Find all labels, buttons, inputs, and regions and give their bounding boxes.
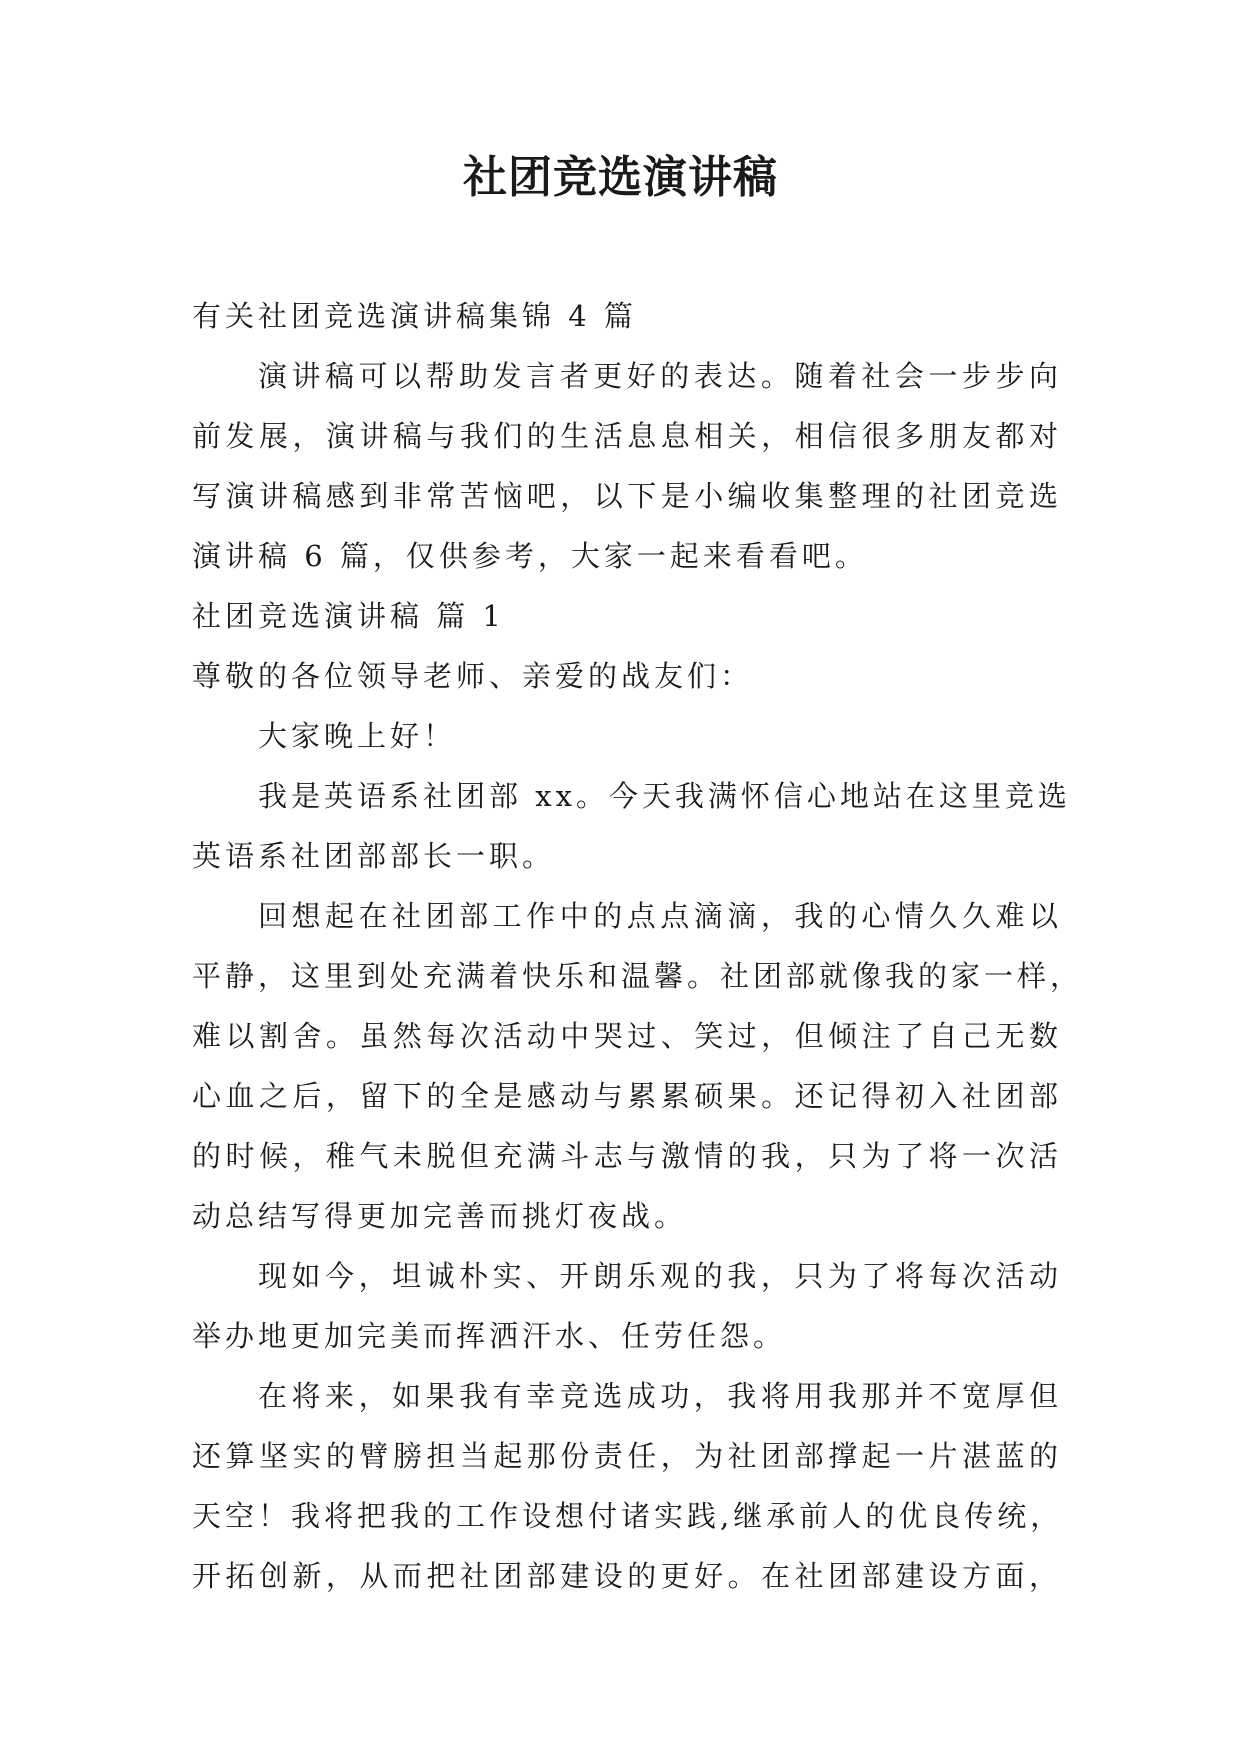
salutation-line: 尊敬的各位领导老师、亲爱的战友们： [192, 659, 754, 693]
paragraph-line: 的时候，稚气未脱但充满斗志与激情的我，只为了将一次活 [192, 1139, 1062, 1173]
paragraph-line: 平静，这里到处充满着快乐和温馨。社团部就像我的家一样， [192, 959, 1084, 993]
paragraph-line: 动总结写得更加完善而挑灯夜战。 [192, 1199, 688, 1233]
paragraph-line: 写演讲稿感到非常苦恼吧，以下是小编收集整理的社团竞选 [192, 479, 1062, 513]
section-heading: 社团竞选演讲稿 篇 1 [192, 599, 505, 633]
paragraph-line: 还算坚实的臂膀担当起那份责任，为社团部撑起一片湛蓝的 [192, 1439, 1062, 1473]
paragraph-line: 天空！我将把我的工作设想付诸实践,继承前人的优良传统， [192, 1499, 1064, 1533]
subtitle-line: 有关社团竞选演讲稿集锦 4 篇 [192, 299, 637, 333]
paragraph-line: 演讲稿可以帮助发言者更好的表达。随着社会一步步向 [258, 359, 1062, 393]
greeting-line: 大家晚上好！ [258, 719, 457, 753]
paragraph-line: 难以割舍。虽然每次活动中哭过、笑过，但倾注了自己无数 [192, 1019, 1062, 1053]
paragraph-line: 举办地更加完美而挥洒汗水、任劳任怨。 [192, 1319, 787, 1353]
paragraph-line: 演讲稿 6 篇，仅供参考，大家一起来看看吧。 [192, 539, 868, 573]
paragraph-line: 现如今，坦诚朴实、开朗乐观的我，只为了将每次活动 [258, 1259, 1062, 1293]
paragraph-line: 心血之后，留下的全是感动与累累硕果。还记得初入社团部 [192, 1079, 1062, 1113]
paragraph-line: 我是英语系社团部 xx。今天我满怀信心地站在这里竞选 [258, 779, 1071, 813]
paragraph-line: 在将来，如果我有幸竞选成功，我将用我那并不宽厚但 [258, 1379, 1062, 1413]
paragraph-line: 开拓创新，从而把社团部建设的更好。在社团部建设方面， [192, 1559, 1062, 1593]
paragraph-line: 回想起在社团部工作中的点点滴滴，我的心情久久难以 [258, 899, 1062, 933]
document-body [192, 286, 1084, 1606]
paragraph-line: 英语系社团部部长一职。 [192, 839, 556, 873]
document-title: 社团竞选演讲稿 [463, 152, 778, 203]
paragraph-line: 前发展，演讲稿与我们的生活息息相关，相信很多朋友都对 [192, 419, 1062, 453]
